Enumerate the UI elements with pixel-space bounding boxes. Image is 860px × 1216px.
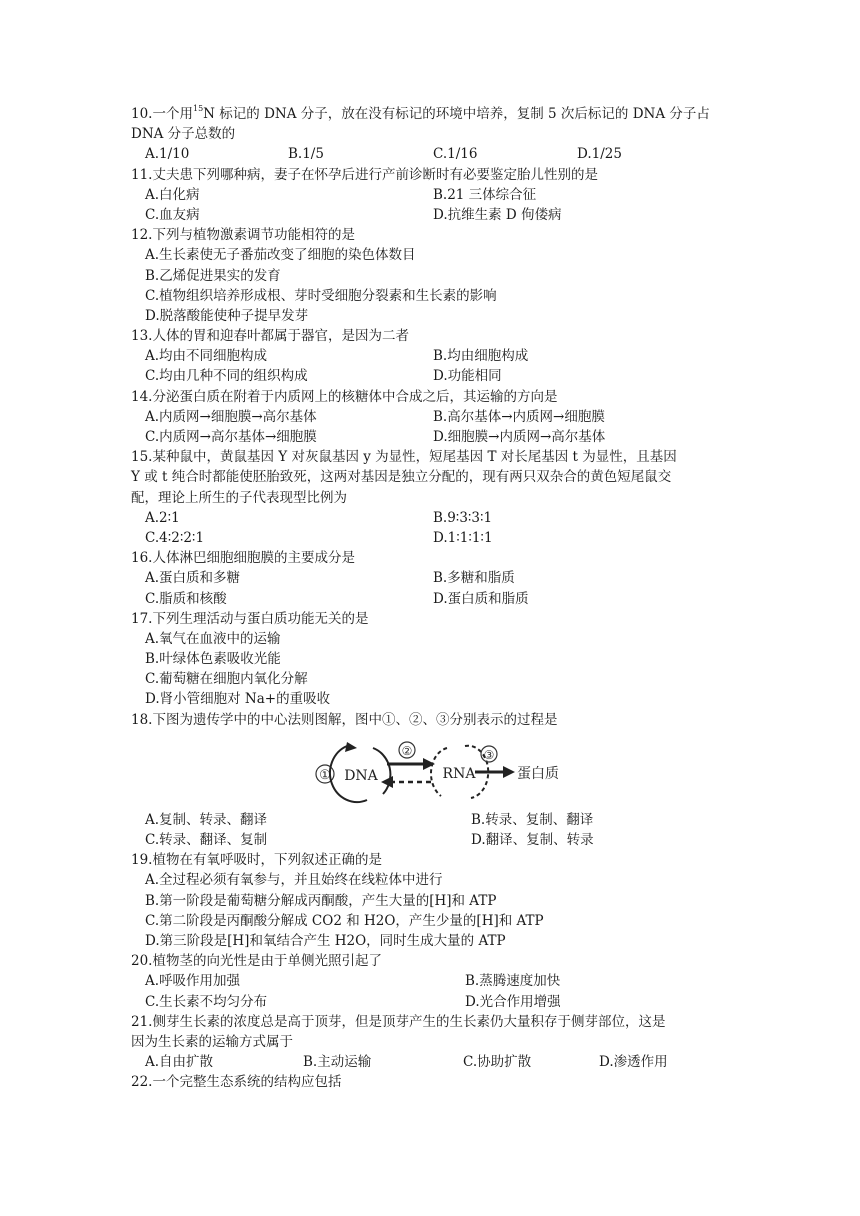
option-a[interactable]: A.白化病 — [145, 186, 200, 203]
superscript-15: 15 — [192, 104, 204, 113]
question-19-stem: 19.植物在有氧呼吸时，下列叙述正确的是 — [131, 852, 382, 869]
option-a[interactable]: A.蛋白质和多糖 — [145, 570, 241, 587]
option-b[interactable]: B.均由细胞构成 — [433, 348, 529, 365]
dna-label: DNA — [344, 767, 378, 784]
option-d[interactable]: D.蛋白质和脂质 — [433, 590, 529, 607]
option-b[interactable]: B.第一阶段是葡萄糖分解成丙酮酸，产生大量的[H]和 ATP — [145, 892, 497, 909]
option-d[interactable]: D.肾小管细胞对 Na+的重吸收 — [145, 691, 331, 708]
question-15-stem-2: Y 或 t 纯合时都能使胚胎致死，这两对基因是独立分配的，现有两只双杂合的黄色短尾鼠交 — [131, 469, 672, 486]
option-d[interactable]: D.1/25 — [577, 146, 622, 163]
central-dogma-diagram — [131, 730, 741, 810]
question-15-options-row2 — [131, 528, 741, 548]
q10-text-a: 10.一个用 — [131, 106, 193, 122]
question-20-options-row1 — [131, 971, 741, 991]
option-a[interactable]: A.均由不同细胞构成 — [145, 348, 268, 365]
option-c[interactable]: C.植物组织培养形成根、芽时受细胞分裂素和生长素的影响 — [145, 287, 497, 304]
question-14-stem: 14.分泌蛋白质在附着于内质网上的核糖体中合成之后，其运输的方向是 — [131, 388, 558, 405]
question-21-options — [131, 1052, 741, 1072]
option-d[interactable]: D.功能相同 — [433, 368, 502, 385]
label-2: ② — [401, 743, 413, 758]
question-20-options-row2 — [131, 992, 741, 1012]
question-21-stem-2: 因为生长素的运输方式属于 — [131, 1033, 293, 1050]
option-d[interactable]: D.渗透作用 — [599, 1054, 668, 1071]
question-11-stem: 11.丈夫患下列哪种病，妻子在怀孕后进行产前诊断时有必要鉴定胎儿性别的是 — [131, 166, 598, 183]
option-b[interactable]: B.蒸腾速度加快 — [465, 973, 561, 990]
question-22-stem: 22.一个完整生态系统的结构应包括 — [131, 1074, 342, 1091]
option-d[interactable]: D.脱落酸能使种子提早发芽 — [145, 307, 309, 324]
option-d[interactable]: D.第三阶段是[H]和氧结合产生 H2O，同时生成大量的 ATP — [145, 932, 506, 949]
option-d[interactable]: D.1∶1∶1∶1 — [433, 529, 493, 546]
option-c[interactable]: C.1/16 — [433, 146, 478, 163]
option-d[interactable]: D.抗维生素 D 佝偻病 — [433, 206, 562, 223]
question-18-options-row1 — [131, 810, 741, 830]
question-16-stem: 16.人体淋巴细胞细胞膜的主要成分是 — [131, 550, 355, 567]
option-c[interactable]: C.葡萄糖在细胞内氧化分解 — [145, 671, 308, 688]
option-c[interactable]: C.生长素不均匀分布 — [145, 993, 268, 1010]
option-a[interactable]: A.自由扩散 — [145, 1054, 214, 1071]
central-dogma-figure — [311, 734, 561, 806]
option-c[interactable]: C.血友病 — [145, 206, 200, 223]
option-d[interactable]: D.细胞膜→内质网→高尔基体 — [433, 429, 606, 445]
question-18-options-row2 — [131, 830, 741, 850]
option-a[interactable]: A.全过程必须有氧参与，并且始终在线粒体中进行 — [145, 872, 443, 889]
question-15-stem-1: 15.某种鼠中，黄鼠基因 Y 对灰鼠基因 y 为显性，短尾基因 T 对长尾基因 t 为显性，且基因 — [131, 449, 677, 466]
option-a[interactable]: A.2∶1 — [145, 509, 180, 526]
option-a[interactable]: A.1/10 — [145, 146, 190, 163]
question-13-stem: 13.人体的胃和迎春叶都属于器官，是因为二者 — [131, 328, 409, 345]
translation-arrowhead — [503, 766, 515, 778]
question-10-options — [131, 144, 741, 164]
rna-label: RNA — [442, 765, 476, 782]
option-c[interactable]: C.脂质和核酸 — [145, 590, 227, 607]
option-d[interactable]: D.翻译、复制、转录 — [471, 832, 594, 848]
question-17-stem: 17.下列生理活动与蛋白质功能无关的是 — [131, 610, 369, 627]
question-15-stem-3: 配，理论上所生的子代表现型比例为 — [131, 489, 347, 506]
option-a[interactable]: A.呼吸作用加强 — [145, 973, 241, 990]
question-15-options-row1 — [131, 508, 741, 528]
question-16-options-row1 — [131, 568, 741, 588]
replication-arrowhead — [345, 742, 357, 752]
question-10-stem-cont: DNA 分子总数的 — [131, 126, 236, 143]
question-11-options-row1 — [131, 185, 741, 205]
option-c[interactable]: C.4∶2∶2∶1 — [145, 529, 205, 546]
option-c[interactable]: C.转录、翻译、复制 — [145, 832, 268, 848]
option-b[interactable]: B.9∶3∶3∶1 — [433, 509, 493, 526]
option-b[interactable]: B.高尔基体→内质网→细胞膜 — [433, 408, 605, 425]
question-12-stem: 12.下列与植物激素调节功能相符的是 — [131, 227, 355, 244]
question-18-stem: 18.下图为遗传学中的中心法则图解，图中①、②、③分别表示的过程是 — [131, 711, 558, 728]
question-13-options-row1 — [131, 346, 741, 366]
option-a[interactable]: A.生长素使无子番茄改变了细胞的染色体数目 — [145, 247, 416, 264]
question-11-options-row2 — [131, 205, 741, 225]
label-3: ③ — [483, 747, 495, 762]
option-a[interactable]: A.氧气在血液中的运输 — [145, 630, 281, 647]
option-b[interactable]: B.21 三体综合征 — [433, 186, 537, 203]
option-c[interactable]: C.均由几种不同的组织构成 — [145, 368, 308, 385]
option-b[interactable]: B.转录、复制、翻译 — [471, 811, 594, 828]
question-21-stem-1: 21.侧芽生长素的浓度总是高于顶芽，但是顶芽产生的生长素仍大量积存于侧芽部位，这是 — [131, 1013, 666, 1030]
option-c[interactable]: C.第二阶段是丙酮酸分解成 CO2 和 H2O，产生少量的[H]和 ATP — [145, 912, 544, 929]
question-10-stem — [131, 104, 741, 124]
option-b[interactable]: B.主动运输 — [303, 1054, 372, 1071]
option-b[interactable]: B.叶绿体色素吸收光能 — [145, 651, 281, 668]
option-a[interactable]: A.复制、转录、翻译 — [145, 811, 268, 828]
label-1: ① — [319, 767, 331, 783]
question-16-options-row2 — [131, 589, 741, 609]
reverse-arrowhead — [381, 776, 393, 788]
option-c[interactable]: C.协助扩散 — [463, 1054, 532, 1071]
option-b[interactable]: B.乙烯促进果实的发育 — [145, 267, 281, 284]
option-a[interactable]: A.内质网→细胞膜→高尔基体 — [145, 408, 317, 425]
option-b[interactable]: B.1/5 — [288, 146, 324, 163]
question-20-stem: 20.植物茎的向光性是由于单侧光照引起了 — [131, 953, 382, 970]
q10-text-b: N 标记的 DNA 分子，放在没有标记的环境中培养，复制 5 次后标记的 DNA 分子占 — [203, 106, 710, 122]
question-14-options-row2 — [131, 427, 741, 447]
option-c[interactable]: C.内质网→高尔基体→细胞膜 — [145, 429, 317, 445]
exam-page — [131, 104, 741, 1092]
option-b[interactable]: B.多糖和脂质 — [433, 570, 515, 587]
option-d[interactable]: D.光合作用增强 — [465, 993, 561, 1010]
question-13-options-row2 — [131, 366, 741, 386]
question-14-options-row1 — [131, 407, 741, 427]
protein-label: 蛋白质 — [517, 765, 559, 782]
